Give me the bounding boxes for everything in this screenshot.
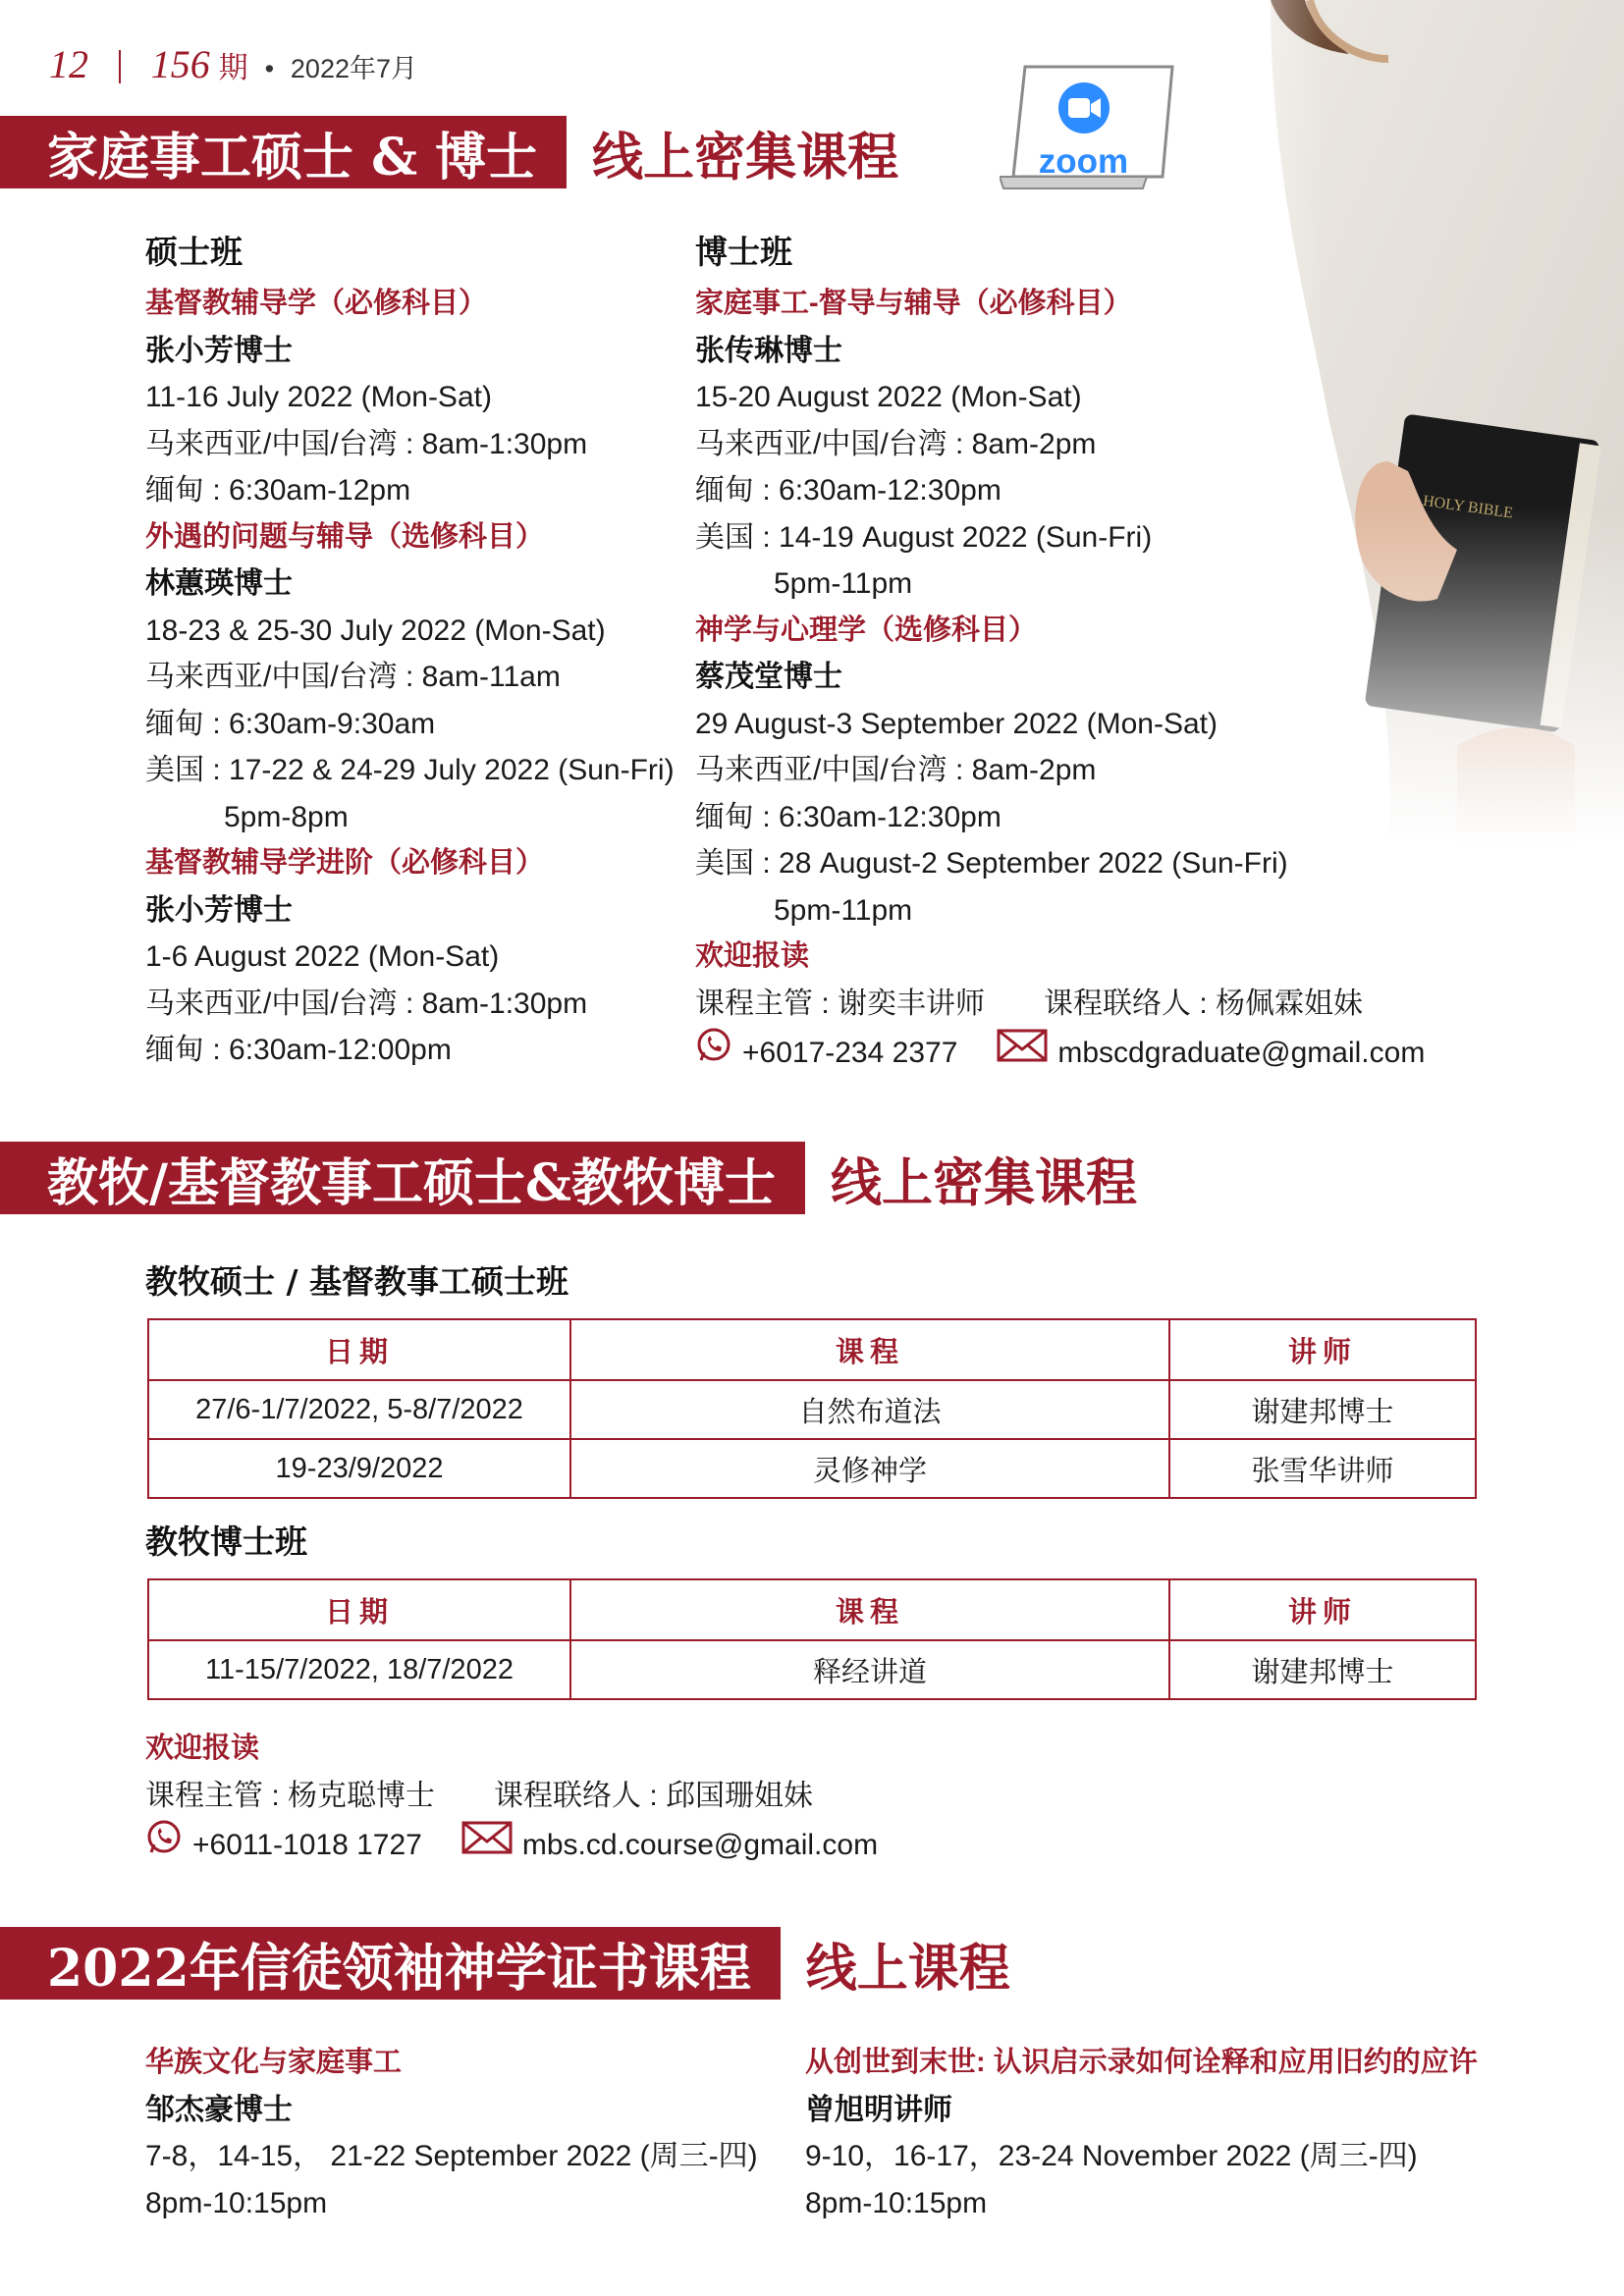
whatsapp-icon xyxy=(145,1819,183,1871)
course-title: 外遇的问题与辅导（选修科目） xyxy=(145,520,545,553)
table-header-row xyxy=(148,1319,1476,1380)
course-title: 神学与心理学（选修科目） xyxy=(695,614,1038,646)
cell-course: 灵修神学 xyxy=(570,1439,1169,1498)
contacts-line: 课程主管 : 杨克聪博士 课程联络人 : 邱国珊姐妹 xyxy=(145,1779,814,1812)
phone-number[interactable]: +6011-1018 1727 xyxy=(192,1828,422,1861)
phone-number[interactable]: +6017-234 2377 xyxy=(742,1036,958,1069)
page-header xyxy=(49,41,417,87)
table-header-row xyxy=(148,1579,1476,1640)
course-time: 缅甸 : 6:30am-12pm xyxy=(145,474,411,507)
column-header-course: 课程 xyxy=(570,1579,1169,1640)
table-row xyxy=(148,1380,1476,1439)
section1-banner xyxy=(0,116,898,188)
course-title: 家庭事工-督导与辅导（必修科目） xyxy=(695,288,1132,319)
course-teacher: 张传琳博士 xyxy=(695,334,842,367)
course-date: 1-6 August 2022 (Mon-Sat) xyxy=(145,940,500,973)
email-icon xyxy=(997,1028,1048,1078)
course-time: 缅甸 : 6:30am-12:30pm xyxy=(695,474,1001,507)
email-address[interactable]: mbscdgraduate@gmail.com xyxy=(1057,1036,1426,1069)
course-date: 18-23 & 25-30 July 2022 (Mon-Sat) xyxy=(145,614,606,647)
contact-row xyxy=(695,1027,1425,1079)
zoom-logo-text: zoom xyxy=(1038,142,1129,181)
course-teacher: 张小芳博士 xyxy=(145,334,293,367)
contacts-line: 课程主管 : 谢奕丰讲师 课程联络人 : 杨佩霖姐妹 xyxy=(695,987,1364,1020)
issue-number: 156 xyxy=(150,42,210,86)
cell-teacher: 张雪华讲师 xyxy=(1169,1439,1476,1498)
course-title: 基督教辅导学（必修科目） xyxy=(145,288,488,319)
section3-banner xyxy=(0,1927,1010,2000)
course-time: 5pm-11pm xyxy=(774,567,913,600)
column-header-teacher: 讲师 xyxy=(1169,1319,1476,1380)
cell-date: 27/6-1/7/2022, 5-8/7/2022 xyxy=(148,1380,570,1439)
column-header-date: 日期 xyxy=(148,1579,570,1640)
table-row xyxy=(148,1640,1476,1699)
whatsapp-icon xyxy=(695,1027,732,1079)
issue-dot: • xyxy=(264,54,275,83)
column-header-course: 课程 xyxy=(570,1319,1169,1380)
section2-title: 教牧/基督教事工硕士&教牧博士 xyxy=(0,1142,805,1214)
course-title: 从创世到末世: 认识启示录如何诠释和应用旧约的应许 xyxy=(805,2047,1478,2078)
course-time: 美国 : 14-19 August 2022 (Sun-Fri) xyxy=(695,520,1153,554)
course-time: 8pm-10:15pm xyxy=(805,2186,988,2219)
section2-contact-block xyxy=(145,1726,878,1871)
course-teacher: 林蕙瑛博士 xyxy=(145,567,293,600)
course-teacher: 张小芳博士 xyxy=(145,893,293,927)
issue-suffix: 期 xyxy=(218,52,248,84)
course-time: 缅甸 : 6:30am-9:30am xyxy=(145,707,436,740)
course-date: 15-20 August 2022 (Mon-Sat) xyxy=(695,381,1082,413)
welcome-label: 欢迎报读 xyxy=(695,940,810,972)
email-address[interactable]: mbs.cd.course@gmail.com xyxy=(521,1828,879,1861)
course-time: 马来西亚/中国/台湾 : 8am-2pm xyxy=(695,427,1097,460)
issue-date: 2022年7月 xyxy=(290,54,417,83)
welcome-label: 欢迎报读 xyxy=(145,1733,260,1764)
page-number: 12 xyxy=(49,42,88,86)
section1-title: 家庭事工硕士 & 博士 xyxy=(0,116,567,188)
course-date: 7-8，14-15， 21-22 September 2022 (周三-四) xyxy=(145,2140,758,2172)
doctor-heading: 博士班 xyxy=(695,233,792,271)
course-time: 8pm-10:15pm xyxy=(145,2186,328,2219)
section3-title: 2022年信徒领袖神学证书课程 xyxy=(0,1927,781,2000)
table1-heading: 教牧硕士 / 基督教事工硕士班 xyxy=(145,1262,569,1301)
course-time: 马来西亚/中国/台湾 : 8am-1:30pm xyxy=(145,987,588,1020)
section3-right-course xyxy=(805,2040,1478,2226)
course-time: 5pm-11pm xyxy=(774,893,913,927)
header-divider xyxy=(119,50,121,83)
course-time: 美国 : 28 August-2 September 2022 (Sun-Fri) xyxy=(695,847,1288,880)
course-time: 马来西亚/中国/台湾 : 8am-11am xyxy=(145,661,561,693)
course-teacher: 邹杰豪博士 xyxy=(145,2093,293,2126)
course-time: 马来西亚/中国/台湾 : 8am-1:30pm xyxy=(145,427,588,460)
course-date: 29 August-3 September 2022 (Mon-Sat) xyxy=(695,707,1218,740)
cell-teacher: 谢建邦博士 xyxy=(1169,1640,1476,1699)
cell-course: 自然布道法 xyxy=(570,1380,1169,1439)
course-time: 缅甸 : 6:30am-12:30pm xyxy=(695,800,1001,833)
course-title: 基督教辅导学进阶（必修科目） xyxy=(145,847,545,879)
master-heading: 硕士班 xyxy=(145,233,243,271)
section2-banner xyxy=(0,1142,1137,1214)
zoom-laptop-icon xyxy=(1000,61,1176,208)
table2-heading: 教牧博士班 xyxy=(145,1522,307,1561)
course-teacher: 蔡茂堂博士 xyxy=(695,661,842,693)
course-time: 美国 : 17-22 & 24-29 July 2022 (Sun-Fri) xyxy=(145,754,675,786)
course-teacher: 曾旭明讲师 xyxy=(805,2093,952,2126)
section3-tag: 线上课程 xyxy=(805,1938,1010,1999)
course-table-doctor xyxy=(147,1578,1477,1700)
column-header-teacher: 讲师 xyxy=(1169,1579,1476,1640)
cell-date: 19-23/9/2022 xyxy=(148,1439,570,1498)
cell-course: 释经讲道 xyxy=(570,1640,1169,1699)
section1-tag: 线上密集课程 xyxy=(592,127,899,187)
cell-teacher: 谢建邦博士 xyxy=(1169,1380,1476,1439)
table-row xyxy=(148,1439,1476,1498)
section2-tag: 线上密集课程 xyxy=(830,1152,1137,1213)
course-date: 11-16 July 2022 (Mon-Sat) xyxy=(145,381,492,413)
course-time: 缅甸 : 6:30am-12:00pm xyxy=(145,1034,452,1066)
course-time: 5pm-8pm xyxy=(224,800,349,833)
master-column xyxy=(145,224,675,1074)
email-icon xyxy=(461,1820,513,1870)
course-table-master xyxy=(147,1318,1477,1499)
course-time: 马来西亚/中国/台湾 : 8am-2pm xyxy=(695,754,1097,786)
course-title: 华族文化与家庭事工 xyxy=(145,2047,403,2078)
column-header-date: 日期 xyxy=(148,1319,570,1380)
cell-date: 11-15/7/2022, 18/7/2022 xyxy=(148,1640,570,1699)
doctor-column xyxy=(695,224,1425,1079)
course-date: 9-10，16-17，23-24 November 2022 (周三-四) xyxy=(805,2140,1418,2172)
contact-row xyxy=(145,1819,878,1871)
section3-left-course xyxy=(145,2040,758,2226)
